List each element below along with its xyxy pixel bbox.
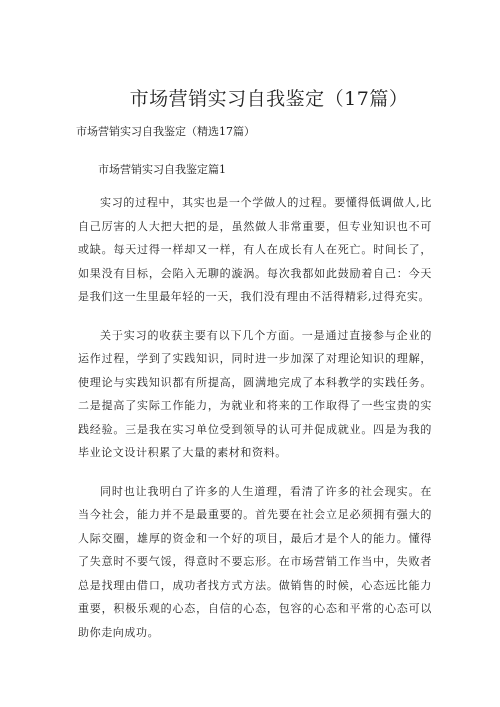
paragraph: 同时也让我明白了许多的人生道理，看清了许多的社会现实。在当今社会，能力并不是最重要的。首先要在社会立足必须拥有强大的人际交圈，雄厚的资金和一个好的项目，最后才是个人的能力。懂得了失意时不要气馁，得意时不要忘形。在市场营销工作当中，失败者总是找理由借口，成功者找方式方法。做销售的时候，心态远比能力重要，积极乐观的心态，自信的心态，包容的心态和平常的心态可以助你走向成功。 [78,484,432,639]
paragraph: 关于实习的收获主要有以下几个方面。一是通过直接参与企业的运作过程，学到了实践知识，同时进一步加深了对理论知识的理解，使理论与实践知识都有所提高，圆满地完成了本科教学的实践任务。二是提高了实际工作能力，为就业和将来的工作取得了一些宝贵的实践经验。三是我在实习单位受到领导的认可并促成就业。四是为我的毕业论文设计积累了大量的素材和资料。 [78,328,432,459]
document-title: 市场营销实习自我鉴定（17篇） [129,88,409,110]
paragraph: 实习的过程中，其实也是一个学做人的过程。要懂得低调做人,比自己厉害的人大把大把的是，虽然做人非常重要，但专业知识也不可或缺。每天过得一样却又一样，有人在成长有人在死亡。时间长了，如果没有目标，会陷入无聊的漩涡。每次我都如此鼓励着自己：今天是我们这一生里最年轻的一天，我们没有理由不活得精彩,过得充实。 [78,196,432,303]
document-subtitle: 市场营销实习自我鉴定（精选17篇） [76,125,255,138]
section-heading: 市场营销实习自我鉴定篇1 [98,163,226,176]
